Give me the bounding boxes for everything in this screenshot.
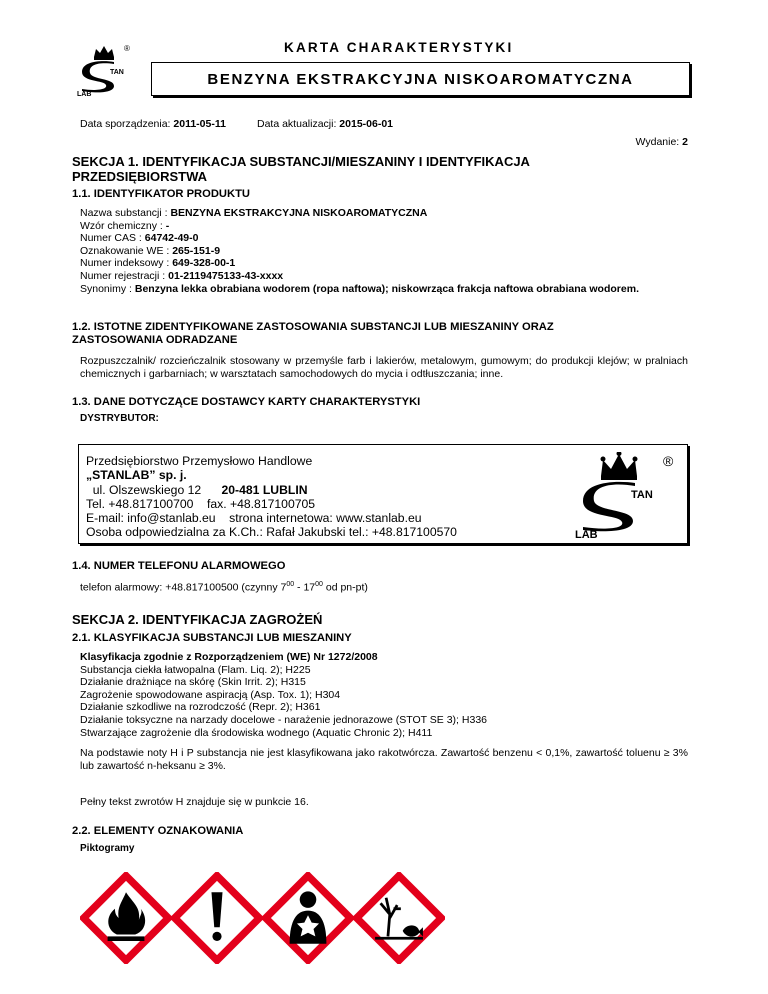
synonyms-row: Synonimy : Benzyna lekka obrabiana wodorem (ropa naftowa); niskowrząca frakcja naftowa obrabiana wodorem.: [80, 282, 639, 295]
stanlab-logo-large: [571, 452, 681, 540]
logo-lab-text: LAB: [575, 529, 598, 540]
exclamation-icon: [171, 872, 263, 964]
contact-person: Osoba odpowiedzialna za K.Ch.: Rafał Jakubski tel.: +48.817100570: [86, 525, 457, 540]
edition-label: Wydanie:: [635, 136, 680, 148]
classification-item: Zagrożenie spowodowane aspiracją (Asp. Tox. 1); H304: [80, 688, 341, 701]
created-value: 2011-05-11: [173, 118, 226, 130]
created-label: Data sporządzenia:: [80, 118, 171, 130]
environment-icon: [353, 872, 445, 964]
classification-item: Działanie drażniące na skórę (Skin Irrit. 2); H315: [80, 676, 306, 689]
classification-item: Działanie toksyczne na narzady docelowe - narażenie jednorazowe (STOT SE 3); H336: [80, 713, 487, 726]
distributor-label: DYSTRYBUTOR:: [80, 413, 159, 424]
registered-mark: ®: [663, 453, 674, 469]
website-link[interactable]: strona internetowa: www.stanlab.eu: [229, 511, 422, 526]
uses-text: Rozpuszczalnik/ rozcieńczalnik stosowany w przemyśle farb i lakierów, metalowym, gumowym; do produkcji klejów; w pralniach chemicznych i garbarniach; w warsztatach samochodowych do mycia i odtłuszczania; inne.: [80, 355, 688, 380]
logo-tan-text: TAN: [110, 69, 124, 76]
address-line: ul. Olszewskiego 12 20-481 LUBLIN: [92, 482, 308, 497]
distributor-details: [86, 454, 457, 540]
section-2-2-title: 2.2. ELEMENTY OZNAKOWANIA: [72, 825, 244, 837]
crown-icon: [94, 46, 114, 60]
section-2-1-title: 2.1. KLASYFIKACJA SUBSTANCJI LUB MIESZANINY: [72, 632, 352, 644]
flame-icon: [80, 872, 172, 964]
section-1-3-title: 1.3. DANE DOTYCZĄCE DOSTAWCY KARTY CHARAKTERYSTYKI: [72, 396, 421, 408]
updated-label: Data aktualizacji:: [257, 118, 337, 130]
crown-icon: [601, 452, 638, 480]
classification-item: Stwarzające zagrożenie dla środowiska wodnego (Aquatic Chronic 2); H411: [80, 726, 433, 739]
pictograms-label: Piktogramy: [80, 843, 135, 854]
classification-item: Działanie szkodliwe na rozrodczość (Repr. 2); H361: [80, 701, 321, 714]
section-1-1-title: 1.1. IDENTYFIKATOR PRODUKTU: [72, 188, 250, 200]
stanlab-logo: [74, 42, 142, 98]
section-1-4-title: 1.4. NUMER TELEFONU ALARMOWEGO: [72, 560, 286, 572]
identifier-row: Nazwa substancji : BENZYNA EKSTRAKCYJNA NISKOAROMATYCZNA: [80, 207, 428, 219]
classification-item: Substancja ciekła łatwopalna (Flam. Liq. 2); H225: [80, 663, 311, 676]
section-1-2-title: 1.2. ISTOTNE ZIDENTYFIKOWANE ZASTOSOWANIA SUBSTANCJI LUB MIESZANINY ORAZ ZASTOSOWANIA ODRADZANE: [72, 321, 554, 346]
section-2-title: SEKCJA 2. IDENTYFIKACJA ZAGROŻEŃ: [72, 612, 323, 627]
company-name: „STANLAB” sp. j.: [86, 468, 187, 483]
health-hazard-icon: [262, 872, 354, 964]
emergency-phone: telefon alarmowy: +48.817100500 (czynny $7^{00} - 17^{00}$ od pn-pt): [80, 581, 368, 594]
classification-list: [80, 651, 688, 739]
product-name-box: [151, 62, 690, 96]
registered-mark: ®: [124, 44, 130, 53]
product-identifier-list: [80, 207, 688, 295]
email-www-line: [86, 511, 457, 525]
identifier-row: Numer CAS : 64742-49-0: [80, 232, 199, 245]
identifier-row: Numer indeksowy : 649-328-00-1: [80, 257, 236, 270]
logo-tan-text: TAN: [631, 489, 653, 501]
edition-value: 2: [682, 136, 688, 148]
identifier-row: Wzór chemiczny : -: [80, 219, 170, 232]
classification-note: Na podstawie noty H i P substancja nie jest klasyfikowana jako rakotwórcza. Zawartość benzenu < 0,1%, zawartość toluenu ≥ 3% lub zawartość n-heksanu ≥ 3%.: [80, 747, 688, 772]
logo-lab-text: LAB: [77, 91, 92, 98]
updated-date: [257, 118, 393, 130]
s-letter-icon: [82, 61, 114, 92]
classification-label: Klasyfikacja zgodnie z Rozporządzeniem (WE) Nr 1272/2008: [80, 651, 378, 663]
s-letter-icon: [583, 482, 635, 531]
identifier-row: Numer rejestracji : 01-2119475133-43-xxxx: [80, 269, 284, 282]
edition: [636, 136, 688, 148]
updated-value: 2015-06-01: [339, 118, 394, 130]
phone-line: Tel. +48.817100700 fax. +48.817100705: [86, 496, 316, 511]
identifier-row: Oznakowanie WE : 265-151-9: [80, 244, 221, 257]
product-name: BENZYNA EKSTRAKCYJNA NISKOAROMATYCZNA: [207, 70, 634, 88]
company-type: Przedsiębiorstwo Przemysłowo Handlowe: [86, 454, 313, 468]
document-type-title: KARTA CHARAKTERYSTYKI: [284, 40, 514, 55]
created-date: [80, 118, 226, 130]
section-1-title: SEKCJA 1. IDENTYFIKACJA SUBSTANCJI/MIESZANINY I IDENTYFIKACJA PRZEDSIĘBIORSTWA: [72, 154, 530, 184]
email-link[interactable]: E-mail: info@stanlab.eu: [86, 511, 216, 526]
full-text-note: Pełny tekst zwrotów H znajduje się w punkcie 16.: [80, 796, 309, 808]
